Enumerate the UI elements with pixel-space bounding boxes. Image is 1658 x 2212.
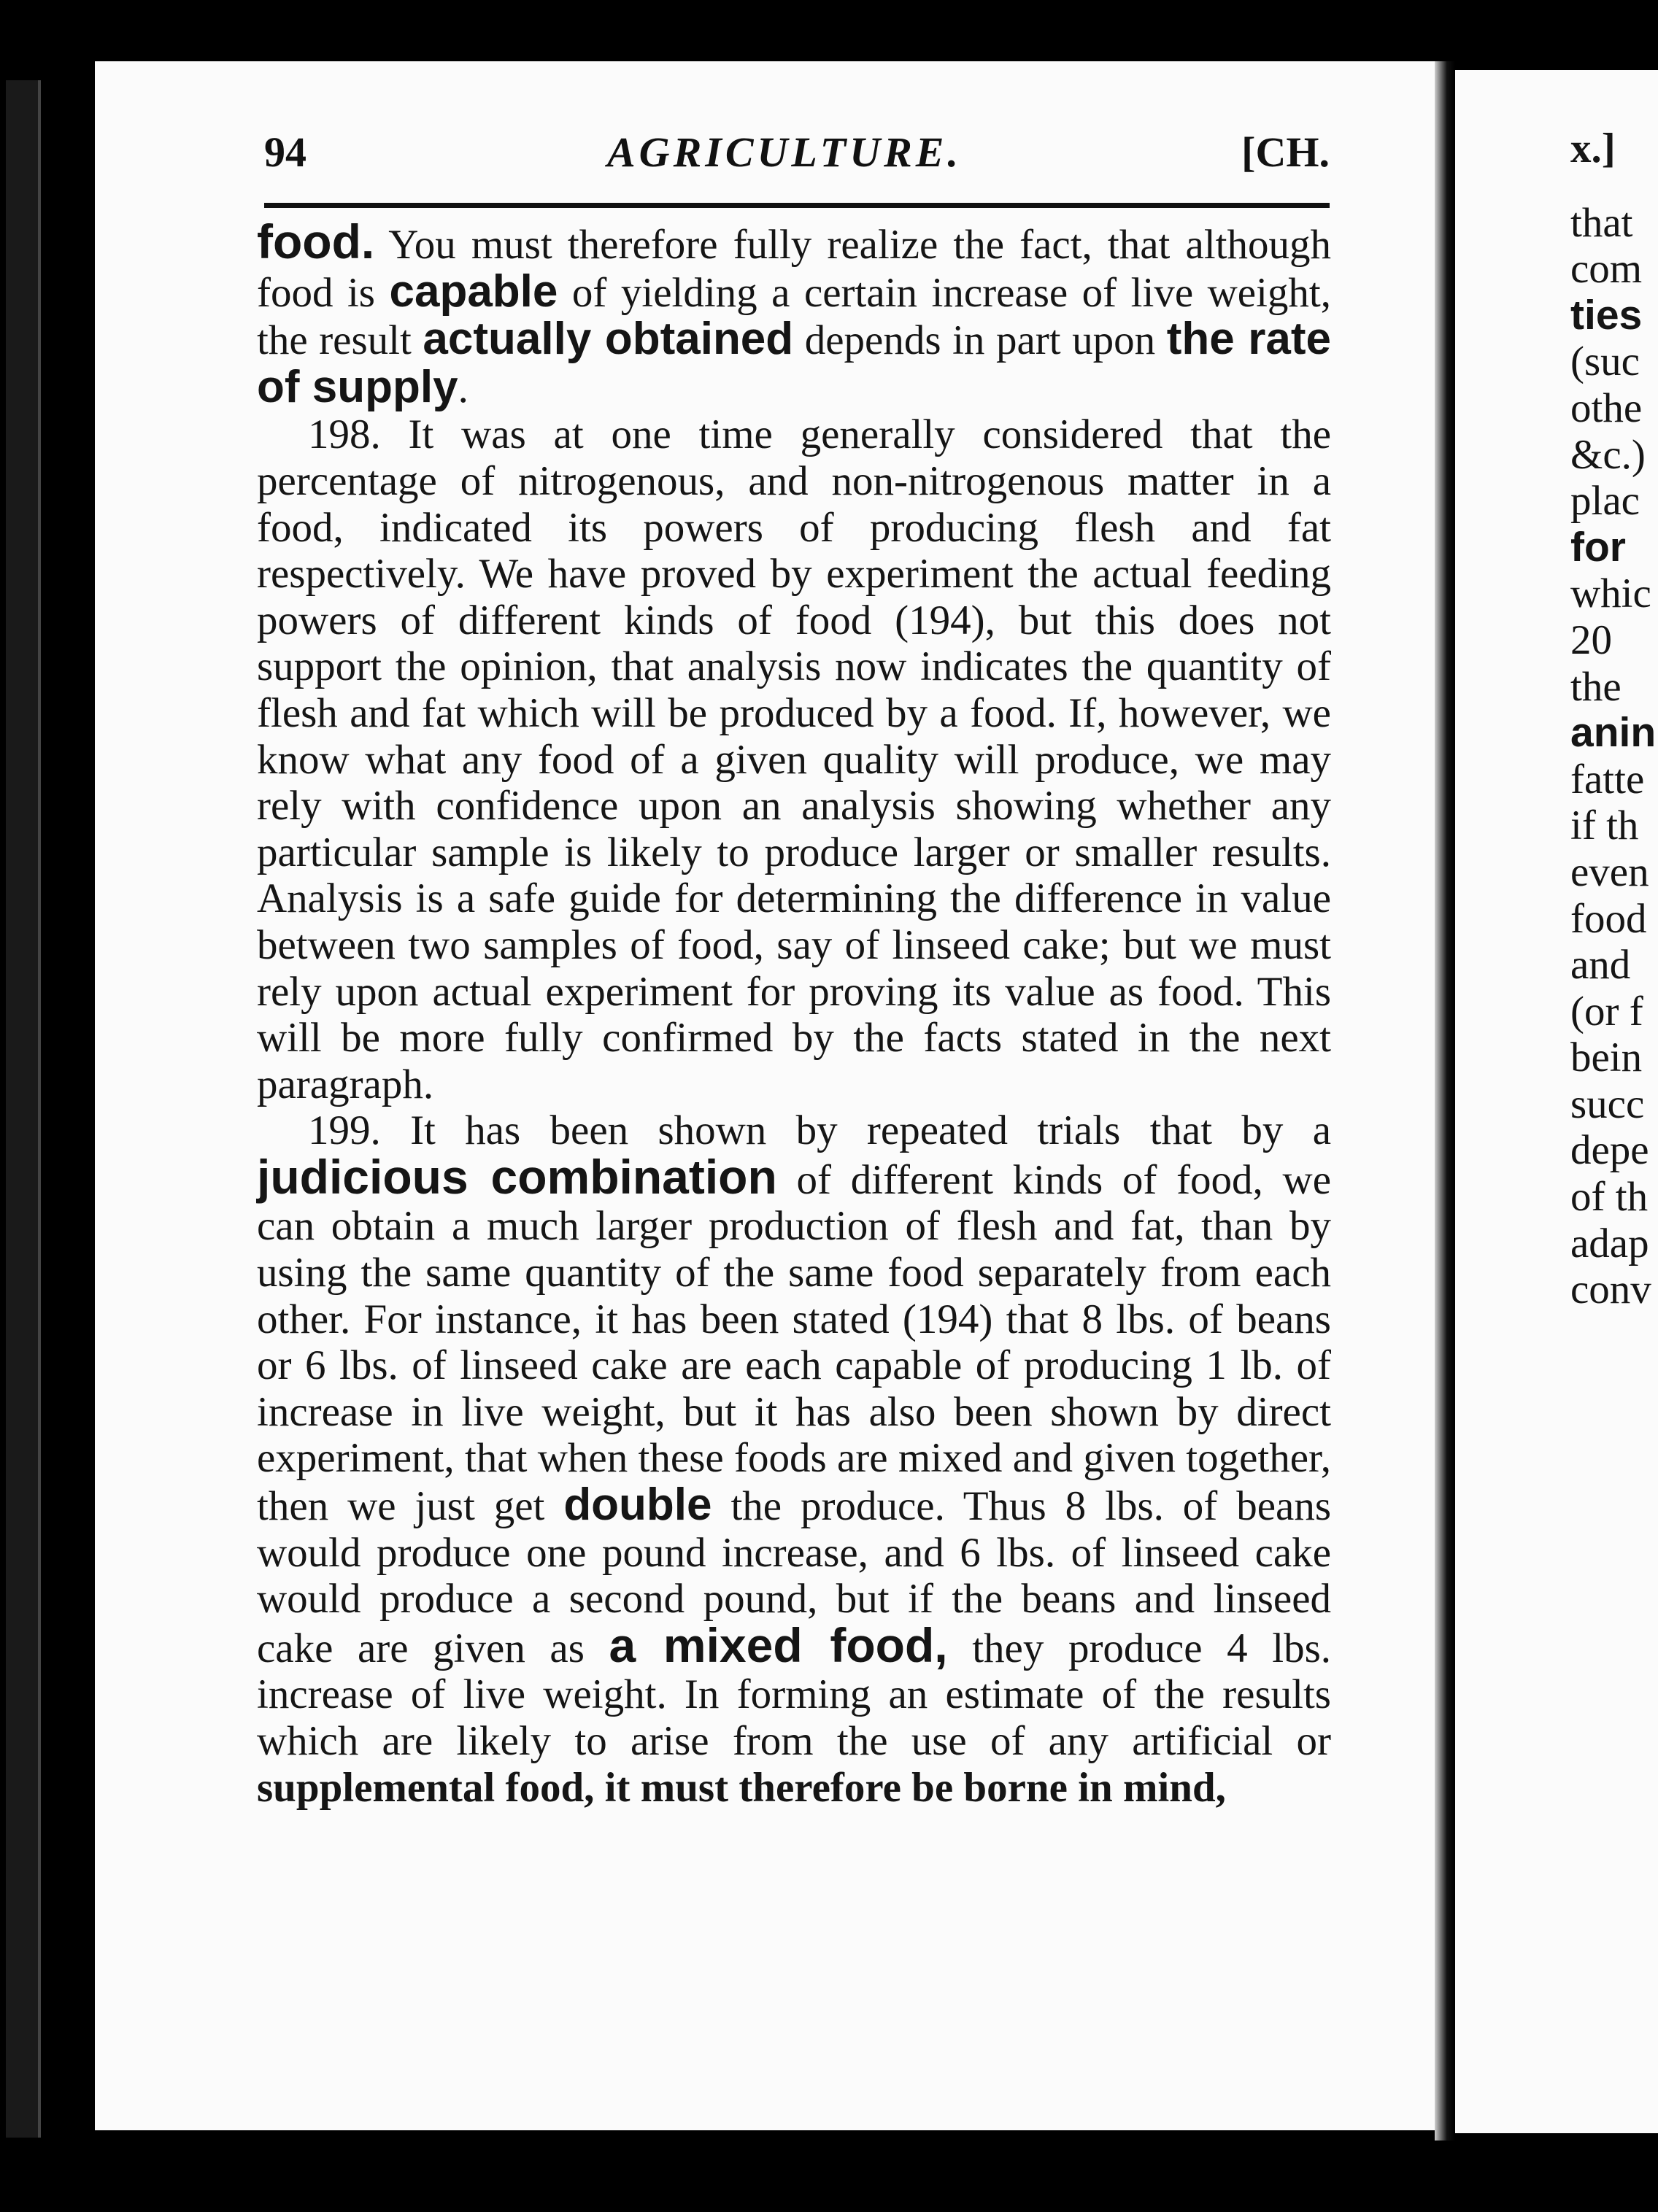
text-run: It was at one time generally considered that the percentage of nitrogenous, and non-nitrogenous matter in a food, indicated its powers of producing flesh and fat respectively. We have proved by experiment the actual feeding powers of different kinds of food (194), but this does not support the opinion, that analysis now indicates the quantity of flesh and fat which will be produced by a food. If, however, we know what any food of a given quality will produce, we may rely with confidence upon an analysis showing whether any particular sample is likely to produce larger or smaller results. Analysis is a safe guide for determining the difference in value between two samples of food, say of linseed cake; but we must rely upon actual experiment for proving its value as food. This will be more fully confirmed by the facts stated in the next paragraph. bbox=[257, 411, 1331, 1107]
right-page-line: ties bbox=[1570, 291, 1643, 339]
body-text bbox=[257, 214, 1331, 1811]
right-page-header: x.] bbox=[1570, 125, 1616, 171]
right-page-line: even bbox=[1570, 848, 1649, 895]
page-number: 94 bbox=[264, 128, 306, 176]
emphasized-text: double bbox=[563, 1480, 712, 1531]
book-binding bbox=[6, 80, 41, 2138]
right-page-line: plac bbox=[1570, 478, 1640, 525]
paragraph bbox=[257, 214, 1331, 412]
right-page-line: fatte bbox=[1570, 756, 1645, 803]
right-page-line: food bbox=[1570, 895, 1647, 942]
right-page-line: for bbox=[1570, 523, 1626, 571]
text-run: they produce 4 lbs. increase of live weight. In forming an estimate of the results which are likely to arise from the use of any artificial or bbox=[257, 1625, 1331, 1764]
right-page-line: that bbox=[1570, 199, 1633, 246]
emphasized-text: judicious combination bbox=[257, 1149, 777, 1204]
text-run: the produce. Thus 8 lbs. of beans would produce one pound increase, and 6 lbs. of linseed cake would produce a second pound, but if the beans and linseed cake are given as bbox=[257, 1483, 1331, 1671]
right-page-line: bein bbox=[1570, 1035, 1643, 1081]
emphasized-text: food. bbox=[257, 214, 375, 268]
emphasized-text: supplemental food, it must therefore be borne in mind, bbox=[257, 1764, 1226, 1811]
gutter-shadow bbox=[1435, 61, 1455, 2141]
chapter-reference: [CH. bbox=[1241, 128, 1330, 176]
emphasized-text: a mixed food, bbox=[609, 1617, 948, 1672]
text-run: of different kinds of food, we can obtain a much larger production of flesh and fat, than by using the same quantity of the same food separately from each other. For instance, it has been stated (194) that 8 lbs. of beans or 6 lbs. of linseed cake are each capable of producing 1 lb. of increase in live weight, but it has also been shown by direct experiment, that when these foods are mixed and given together, then we just get bbox=[257, 1156, 1331, 1530]
right-page-line: com bbox=[1570, 246, 1643, 293]
right-page-line: whic bbox=[1570, 571, 1651, 617]
page-title: AGRICULTURE. bbox=[607, 128, 962, 176]
paragraph bbox=[257, 411, 1331, 1107]
right-page-text bbox=[1570, 125, 1658, 1313]
paragraph-number: 199. bbox=[308, 1107, 381, 1154]
text-run: of yielding a certain increase of live weight, the result bbox=[257, 269, 1331, 364]
right-page-line: the bbox=[1570, 663, 1622, 710]
text-run: It has been shown by repeated trials that by a bbox=[380, 1107, 1331, 1154]
emphasized-text: the rate of supply bbox=[257, 314, 1331, 412]
right-page-line: of th bbox=[1570, 1174, 1649, 1221]
header-rule bbox=[264, 203, 1330, 208]
text-run: depends in part upon bbox=[793, 317, 1167, 364]
right-page-line: and bbox=[1570, 942, 1631, 989]
right-page-line: othe bbox=[1570, 384, 1643, 431]
right-page-line: adap bbox=[1570, 1220, 1649, 1267]
right-page-line: (suc bbox=[1570, 339, 1640, 385]
right-page-line: anin bbox=[1570, 709, 1657, 757]
paragraph-number: 198. bbox=[308, 411, 381, 458]
emphasized-text: actually obtained bbox=[423, 314, 794, 365]
paragraph bbox=[257, 1107, 1331, 1811]
right-page-line: depe bbox=[1570, 1127, 1649, 1174]
emphasized-text: capable bbox=[389, 266, 558, 317]
text-run: . bbox=[458, 365, 469, 411]
right-page-line: succ bbox=[1570, 1080, 1645, 1127]
running-header bbox=[264, 125, 1330, 179]
right-page-line: 20 bbox=[1570, 616, 1612, 663]
right-page-line: conv bbox=[1570, 1267, 1651, 1313]
text-run: You must therefore fully realize the fact, that although food is bbox=[257, 222, 1331, 316]
right-page-line: if th bbox=[1570, 803, 1639, 849]
right-page-line: (or f bbox=[1570, 988, 1643, 1035]
right-page-line: &c.) bbox=[1570, 431, 1646, 478]
